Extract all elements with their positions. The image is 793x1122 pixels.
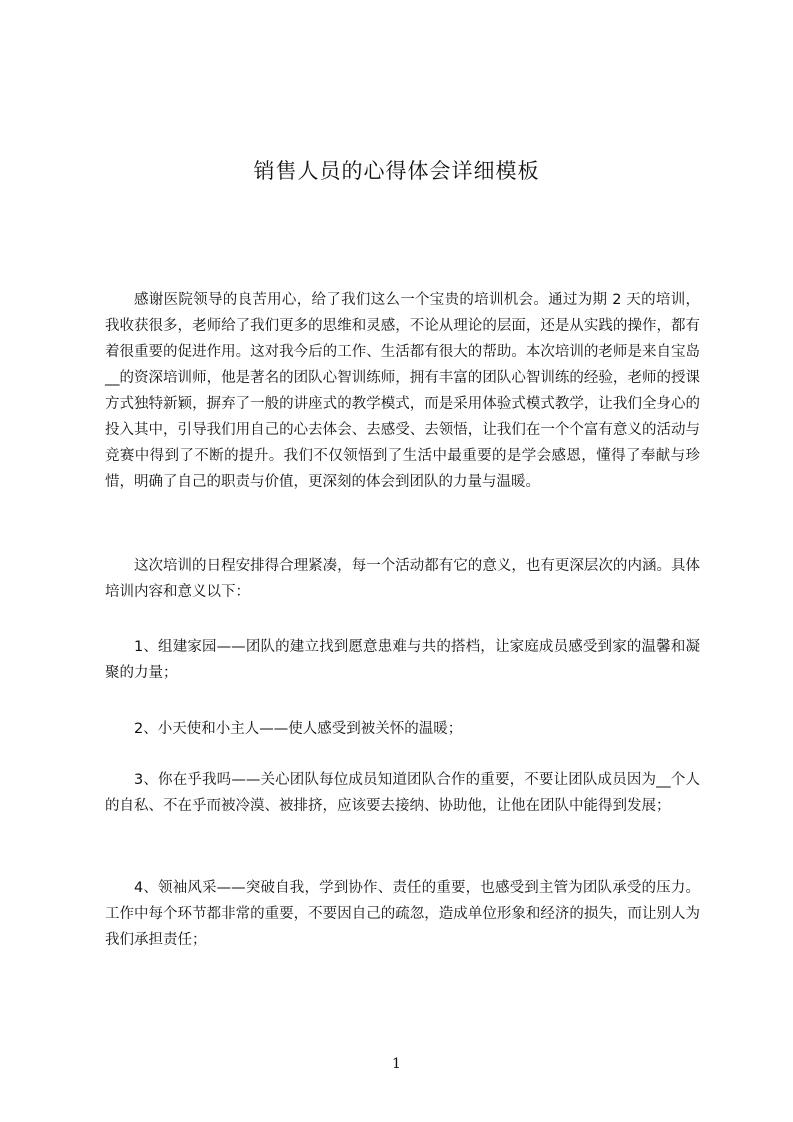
body-paragraph-schedule: 这次培训的日程安排得合理紧凑，每一个活动都有它的意义，也有更深层次的内涵。具体培训内容和意义以下： — [105, 558, 700, 600]
list-item-do-you-care: 3、你在乎我吗——关心团队每位成员知道团队合作的重要，不要让团队成员因为__个人的自私、不在乎而被冷漠、被排挤，应该要去接纳、协助他，让他在团队中能得到发展； — [105, 772, 700, 814]
page-number: 1 — [392, 1056, 401, 1072]
list-item-build-home: 1、组建家园——团队的建立找到愿意患难与共的搭档，让家庭成员感受到家的温馨和凝聚的力量； — [105, 639, 700, 681]
document-title: 销售人员的心得体会详细模板 — [253, 159, 540, 184]
list-item-angel-and-master: 2、小天使和小主人——使人感受到被关怀的温暖； — [134, 721, 463, 737]
body-paragraph-gratitude: 感谢医院领导的良苦用心，给了我们这么一个宝贵的培训机会。通过为期 2 天的培训，我收获很多，老师给了我们更多的思维和灵感，不论从理论的层面，还是从实践的操作，都有着很重要的促进作用。这对我今后的工作、生活都有很大的帮助。本次培训的老师是来自宝岛__的资深培训师，他是著名的团队心智训练师，拥有丰富的团队心智训练的经验，老师的授课方式独特新颖，摒弃了一般的讲座式的教学模式，而是采用体验式模式教学，让我们全身心的投入其中，引导我们用自己的心去体会、去感受、去领悟，让我们在一个个富有意义的活动与竞赛中得到了不断的提升。我们不仅领悟到了生活中最重要的是学会感恩，懂得了奉献与珍惜，明确了自己的职责与价值，更深刻的体会到团队的力量与温暖。 — [105, 292, 700, 490]
list-item-leadership: 4、领袖风采——突破自我，学到协作、责任的重要，也感受到主管为团队承受的压力。工作中每个环节都非常的重要，不要因自己的疏忽，造成单位形象和经济的损失，而让别人为我们承担责任； — [105, 880, 700, 948]
